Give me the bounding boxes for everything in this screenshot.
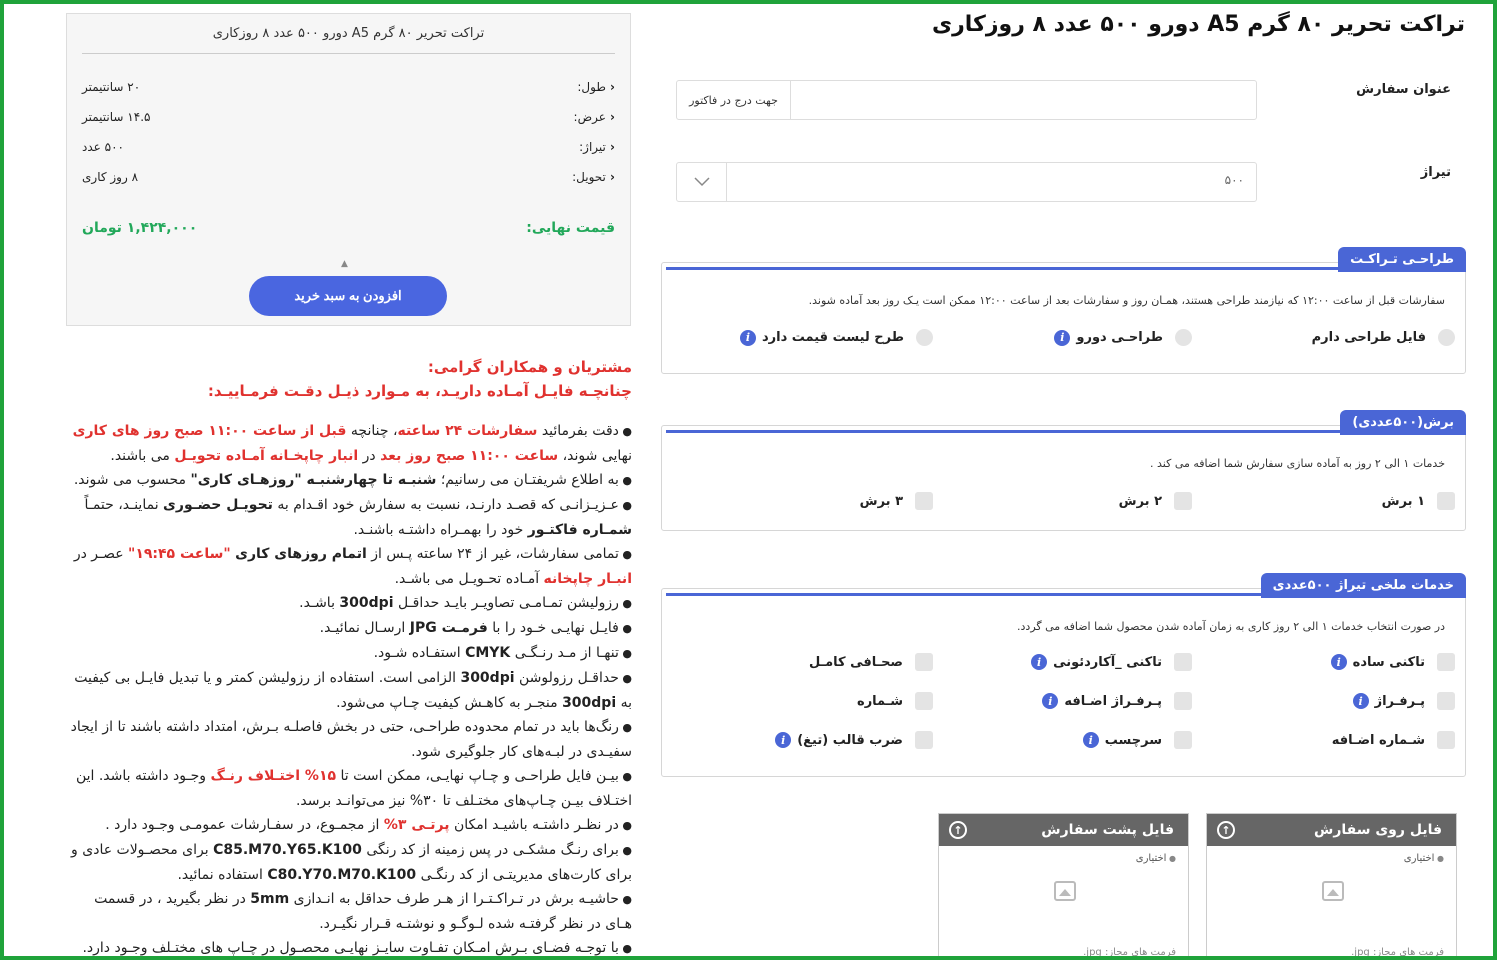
checkbox[interactable] [915, 492, 933, 510]
front-file-upload[interactable] [1206, 813, 1457, 960]
checkbox[interactable] [1174, 692, 1192, 710]
info-icon[interactable]: i [1331, 654, 1347, 670]
cut-section-title: برش(۵۰۰عددی) [1340, 410, 1466, 435]
summary-value: ۸ روز کاری [82, 170, 139, 184]
notes-list [66, 419, 632, 960]
option-label: پـرفـراژ [1374, 693, 1425, 709]
option-label: تاکنی _آکاردئونی [1053, 654, 1162, 670]
design-section-title: طراحـی تـراکـت [1338, 247, 1466, 272]
back-upload-optional: ● اختیاری [1136, 853, 1176, 864]
list-item: ● بیـن فایل طراحـی و چـاپ نهایـی، ممکن است تا ۱۵% اختـلاف رنـگ وجـود داشته باشد. این اختـلاف بیـن چـاپ‌های مختـلف تا ۳۰% نیز می‌توانـد برسد. [66, 764, 632, 813]
notes-heading-1: مشتریان و همکاران گرامی: [427, 358, 632, 376]
cut-option-3[interactable] [860, 492, 933, 510]
order-title-addon: جهت درج در فاکتور [677, 81, 791, 119]
design-option-price-list[interactable] [740, 329, 933, 346]
radio[interactable] [1175, 329, 1192, 346]
back-upload-title: فایل پشت سفارش [1041, 822, 1174, 838]
design-section-note: سفارشات قبل از ساعت ۱۲:۰۰ که نیازمند طراحی هستند، همـان روز و سفارشات بعد از ساعت ۱۲:۰۰ ممکن است یـک روز بعد آماده شوند. [808, 294, 1445, 307]
info-icon[interactable]: i [1353, 693, 1369, 709]
extra-option-extra-numbering[interactable] [1332, 731, 1455, 749]
info-icon[interactable]: i [740, 330, 756, 346]
summary-row-width [82, 110, 615, 130]
option-label: شـماره اضـافه [1331, 732, 1425, 748]
cut-section [661, 415, 1466, 531]
back-file-upload[interactable] [938, 813, 1189, 960]
option-label: تاکنی ساده [1352, 654, 1425, 670]
info-icon[interactable]: i [1042, 693, 1058, 709]
image-placeholder-icon[interactable] [1054, 881, 1076, 901]
back-upload-formats: فرمت های مجاز: jpg. [1083, 947, 1176, 958]
summary-value: ۱۴.۵ سانتیمتر [82, 110, 151, 124]
list-item: ● تمامی سفارشات، غیر از ۲۴ ساعته پـس از اتمام روزهای کاری "ساعت ۱۹:۴۵" عصـر در انبـار چاپخانه آمـاده تحـویـل می باشـد. [66, 542, 632, 591]
checkbox[interactable] [915, 731, 933, 749]
radio[interactable] [916, 329, 933, 346]
cut-option-1[interactable] [1382, 492, 1455, 510]
extra-option-extra-perforation[interactable] [1042, 692, 1192, 710]
info-icon[interactable]: i [1083, 732, 1099, 748]
list-item: ● به اطلاع شریفتـان می رسانیم؛ شنبـه تا چهارشنبـه "روزهـای کاری" محسوب می شوند. [66, 468, 632, 493]
list-item: ● فایـل نهایـی خـود را با فرمـت JPG ارسـال نمائیـد. [66, 616, 632, 641]
summary-value: ۵۰۰ عدد [82, 140, 124, 154]
checkbox[interactable] [1437, 653, 1455, 671]
summary-key: ‹ طول: [577, 80, 615, 94]
extras-section-title: خدمات ملخی تیراژ ۵۰۰عددی [1261, 573, 1466, 598]
front-upload-optional: ● اختیاری [1404, 853, 1444, 864]
checkbox[interactable] [1174, 653, 1192, 671]
checkbox[interactable] [1174, 492, 1192, 510]
list-item: ● عـزیـزانـی که قصـد دارنـد، نسبت به سفارش خود اقـدام به تحویـل حضـوری نماینـد، حتمـاً شمـاره فاکتـور خود را بهمـراه داشتـه باشنـد. [66, 493, 632, 542]
cut-option-2[interactable] [1119, 492, 1192, 510]
option-label: سرچسب [1104, 732, 1162, 748]
design-section [661, 252, 1466, 374]
extra-option-perforation[interactable] [1353, 692, 1455, 710]
order-title-label: عنوان سفارش [1356, 82, 1451, 97]
summary-value: ۲۰ سانتیمتر [82, 80, 141, 94]
list-item: ● رنگ‌ها باید در تمام محدوده طراحـی، حتی در بخش فاصلـه بـرش، امتداد داشته باشند تا از ایجاد سفیـدی در لبـه‌های کار جلوگیری شود. [66, 715, 632, 764]
quantity-selected: ۵۰۰ [1224, 173, 1244, 187]
back-upload-header [939, 814, 1188, 846]
option-label: شـماره [857, 693, 903, 709]
info-icon[interactable]: i [775, 732, 791, 748]
extra-option-accordion-fold[interactable] [1031, 653, 1192, 671]
list-item: ● حاشیـه برش در تـراکـتـرا از هـر طرف حداقل به انـدازی 5mm در نظر بگیرید ، در قسمت هـای در نظر گرفتـه شده لـوگـو و نوشتـه قـرار نگیـرد. [66, 887, 632, 936]
list-item: ● حداقـل رزولوشن 300dpi الزامی است. استفاده از رزولیشن کمتر و یا تبدیل فایـل بی کیفیت به 300dpi منجـر به کاهـش کیفیت چـاپ می‌شود. [66, 666, 632, 715]
page-title: تراکت تحریر ۸۰ گرم A5 دورو ۵۰۰ عدد ۸ روزکاری [931, 12, 1465, 37]
list-item: ● در نظـر داشتـه باشیـد امکان پرتـی ۳% از مجمـوع، در سفـارشات عمومـی وجـود دارد . [66, 813, 632, 838]
collapse-caret-icon[interactable]: ▲ [341, 259, 348, 269]
summary-key: ‹ تحویل: [572, 170, 615, 184]
summary-divider [82, 53, 615, 54]
list-item: ● با توجـه فضـای بـرش امـکان تفـاوت سایـز نهایـی محصـول در چـاپ های مختـلف وجـود دارد. [66, 936, 632, 960]
customer-notes [66, 355, 632, 960]
option-label: طرح لیست قیمت دارد [761, 330, 904, 345]
option-label: ۱ برش [1381, 493, 1425, 509]
list-item: ● برای رنـگ مشکـی در پس زمینه از کد رنگی C85.M70.Y65.K100 برای محصـولات عادی و برای کارت‌های مدیریتـی از کد رنگـی C80.Y70.M70.K100 استفاده نمائید. [66, 838, 632, 887]
extra-option-die-cut[interactable] [775, 731, 933, 749]
notes-heading-2: چنانچـه فایـل آمـاده داریـد، به مـوارد ذیـل دقـت فرمـاییـد: [207, 382, 632, 400]
image-placeholder-icon[interactable] [1322, 881, 1344, 901]
summary-key: ‹ تیراژ: [579, 140, 615, 154]
checkbox[interactable] [1437, 692, 1455, 710]
order-summary [66, 13, 631, 326]
option-label: ۳ برش [859, 493, 903, 509]
front-upload-header [1207, 814, 1456, 846]
quantity-select[interactable] [676, 162, 1257, 202]
checkbox[interactable] [1437, 731, 1455, 749]
upload-icon[interactable]: ↑ [1217, 821, 1235, 839]
option-label: فایل طراحی دارم [1311, 330, 1426, 345]
list-item: ● تنهـا از مـد رنـگـی CMYK استفـاده شـود. [66, 641, 632, 666]
summary-key: ‹ عرض: [574, 110, 615, 124]
summary-row-delivery [82, 170, 615, 190]
extras-section-note: در صورت انتخاب خدمات ۱ الی ۲ روز کاری به زمان آماده شدن محصول شما اضافه می گردد. [1017, 620, 1445, 633]
add-to-cart-button[interactable]: افزودن به سبد خرید [249, 276, 447, 316]
checkbox[interactable] [915, 692, 933, 710]
extra-option-numbering[interactable] [857, 692, 933, 710]
upload-icon[interactable]: ↑ [949, 821, 967, 839]
final-price-label: قیمت نهایی: [526, 220, 615, 236]
extra-option-full-binding[interactable] [809, 653, 933, 671]
cut-section-note: خدمات ۱ الی ۲ روز به آماده سازی سفارش شما اضافه می کند . [1150, 457, 1445, 470]
checkbox[interactable] [915, 653, 933, 671]
checkbox[interactable] [1437, 492, 1455, 510]
extra-option-header-glue[interactable] [1083, 731, 1192, 749]
info-icon[interactable]: i [1054, 330, 1070, 346]
checkbox[interactable] [1174, 731, 1192, 749]
extra-option-simple-fold[interactable] [1331, 653, 1455, 671]
design-option-double-sided[interactable] [1054, 329, 1192, 346]
chevron-down-icon[interactable] [677, 163, 727, 201]
list-item: ● دقت بفرمائید سفارشات ۲۴ ساعته، چنانچه قبل از ساعت ۱۱:۰۰ صبح روز های کاری نهایی شوند، ساعت ۱۱:۰۰ صبح روز بعد در انبار چاپخـانه آمـاده تحویـل می باشند. [66, 419, 632, 468]
order-title-field[interactable] [676, 80, 1257, 120]
design-option-have-file[interactable] [1312, 329, 1455, 346]
option-label: ضرب قالب (تیغ) [797, 732, 903, 748]
front-upload-title: فایل روی سفارش [1314, 822, 1442, 838]
extras-section [661, 578, 1466, 777]
radio[interactable] [1438, 329, 1455, 346]
option-label: ۲ برش [1118, 493, 1162, 509]
info-icon[interactable]: i [1031, 654, 1047, 670]
front-upload-formats: فرمت های مجاز: jpg. [1351, 947, 1444, 958]
option-label: پـرفـراژ اضـافه [1064, 693, 1162, 709]
summary-row-quantity [82, 140, 615, 160]
summary-row-length [82, 80, 615, 100]
final-price-value: ۱,۴۲۴,۰۰۰ تومان [82, 220, 198, 236]
list-item: ● رزولیشن تمـامـی تصاویـر بایـد حداقـل 300dpi باشـد. [66, 591, 632, 616]
option-label: طراحـی دورو [1076, 330, 1163, 345]
option-label: صحـافی کامـل [809, 654, 903, 670]
quantity-label: تیراژ [1420, 165, 1451, 180]
summary-title: تراکت تحریر ۸۰ گرم A5 دورو ۵۰۰ عدد ۸ روزکاری [212, 26, 485, 41]
